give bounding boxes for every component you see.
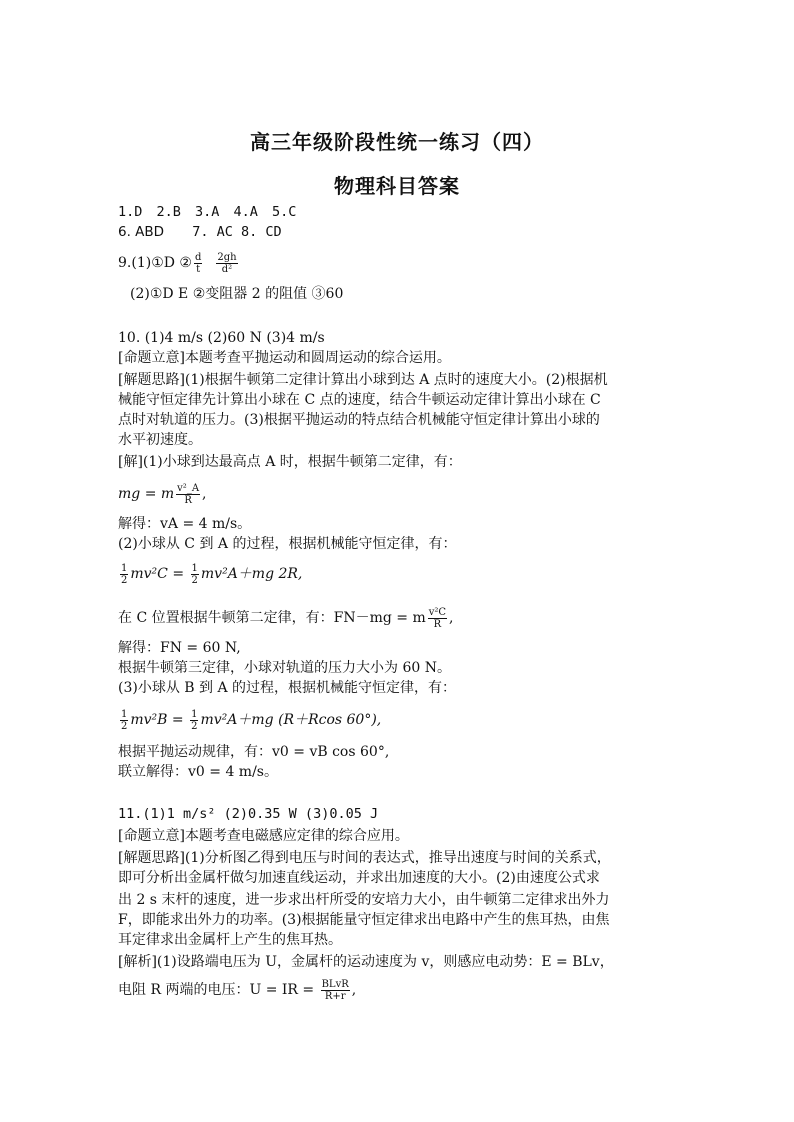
q9-part1-text: 9.(1)①D ②	[118, 255, 192, 271]
q10-solution-line-6: 根据牛顿第三定律，小球对轨道的压力大小为 60 N。	[118, 660, 451, 676]
answers-row-1: 1.D 2.B 3.A 4.A 5.C	[118, 204, 297, 220]
q10-solution-line-4: 在 C 位置根据牛顿第二定律，有：FN－mg = m $\frac{\text{v²C}}{R}$ ,	[118, 606, 454, 630]
answers-row-2-a: 6. ABD	[118, 224, 165, 240]
q11-solution-line-2: 电阻 R 两端的电压：U = IR = $\frac{\text{BLvR}}{R+r}$ ,	[118, 978, 357, 1002]
q11-fraction: $\frac{\text{BLvR}}{R+r}$	[321, 978, 349, 1002]
q10-solution-line-5: 解得：FN = 60 N,	[118, 640, 241, 656]
q10-idea-line-3: 点时对轨道的压力。(3)根据平抛运动的特点结合机械能守恒定律计算出小球的	[118, 412, 600, 428]
q9-part1	[118, 250, 240, 276]
q10-solution-line-1: [解](1)小球到达最高点 A 时，根据牛顿第二定律，有：	[118, 454, 462, 470]
q10-equation-2: $\frac{1}{2}$ mv²C = $\frac{1}{2}$ mv²A＋mg 2R,	[121, 562, 303, 586]
answers-row-2	[118, 222, 282, 242]
q11-purpose: [命题立意]本题考查电磁感应定律的综合应用。	[118, 828, 409, 844]
q10-equation-3-fraction: $\frac{\text{v²C}}{R}$	[428, 606, 447, 630]
q10-idea-line-4: 水平初速度。	[118, 432, 202, 448]
q11-solution-line-1: [解析](1)设路端电压为 U，金属杆的运动速度为 v，则感应电动势：E = BLv，	[118, 954, 614, 970]
q10-purpose: [命题立意]本题考查平抛运动和圆周运动的综合运用。	[118, 350, 451, 366]
q9-fraction-2gh-d2: $\frac{2gh}{\text{d²}}$	[217, 251, 237, 275]
q11-header: 11.(1)1 m/s² (2)0.35 W (3)0.05 J	[118, 806, 379, 822]
q10-header: 10. (1)4 m/s (2)60 N (3)4 m/s	[118, 330, 325, 346]
q10-solution-line-3: (2)小球从 C 到 A 的过程，根据机械能守恒定律，有：	[118, 536, 457, 552]
q11-idea-line-4: F，即能求出外力的功率。(3)根据能量守恒定律求出电路中产生的焦耳热，由焦	[118, 912, 610, 928]
q10-equation-4: $\frac{1}{2}$ mv²B = $\frac{1}{2}$ mv²A＋mg (R＋Rcos 60°),	[121, 708, 382, 732]
q10-solution-line-8: 根据平抛运动规律，有：v0 = vB cos 60°,	[118, 744, 390, 760]
q10-equation-1-left: mg = m	[118, 486, 175, 502]
q11-idea-line-1: [解题思路](1)分析图乙得到电压与时间的表达式，推导出速度与时间的关系式，	[118, 850, 611, 866]
page-title: 高三年级阶段性统一练习（四）	[250, 130, 544, 154]
q10-idea-line-1: [解题思路](1)根据牛顿第二定律计算出小球到达 A 点时的速度大小。(2)根据机	[118, 372, 608, 388]
q10-idea-line-2: 械能守恒定律先计算出小球在 C 点的速度，结合牛顿运动定律计算出小球在 C	[118, 392, 601, 408]
answers-row-2-b: 7. AC 8. CD	[192, 224, 282, 240]
q10-equation-1: mg = m $\frac{\text{v²\_A}}{R}$ ,	[118, 482, 207, 506]
q9-fraction-d-t: $\frac{d}{t}$	[194, 251, 202, 275]
q9-part2: (2)①D E ②变阻器 2 的阻值 ③60	[130, 286, 344, 302]
q10-solution-line-7: (3)小球从 B 到 A 的过程，根据机械能守恒定律，有：	[118, 680, 457, 696]
q11-idea-line-3: 出 2 s 末杆的速度，进一步求出杆所受的安培力大小，由牛顿第二定律求出外力	[118, 892, 610, 908]
q11-idea-line-5: 耳定律求出金属杆上产生的焦耳热。	[118, 932, 342, 948]
q10-solution-line-2: 解得：vA = 4 m/s。	[118, 516, 252, 532]
q11-idea-line-2: 即可分析出金属杆做匀加速直线运动，并求出加速度的大小。(2)由速度公式求	[118, 870, 600, 886]
page-subtitle: 物理科目答案	[334, 174, 460, 198]
q10-solution-line-9: 联立解得：v0 = 4 m/s。	[118, 764, 278, 780]
q10-equation-1-fraction: $\frac{\text{v²\_A}}{R}$	[177, 482, 200, 506]
